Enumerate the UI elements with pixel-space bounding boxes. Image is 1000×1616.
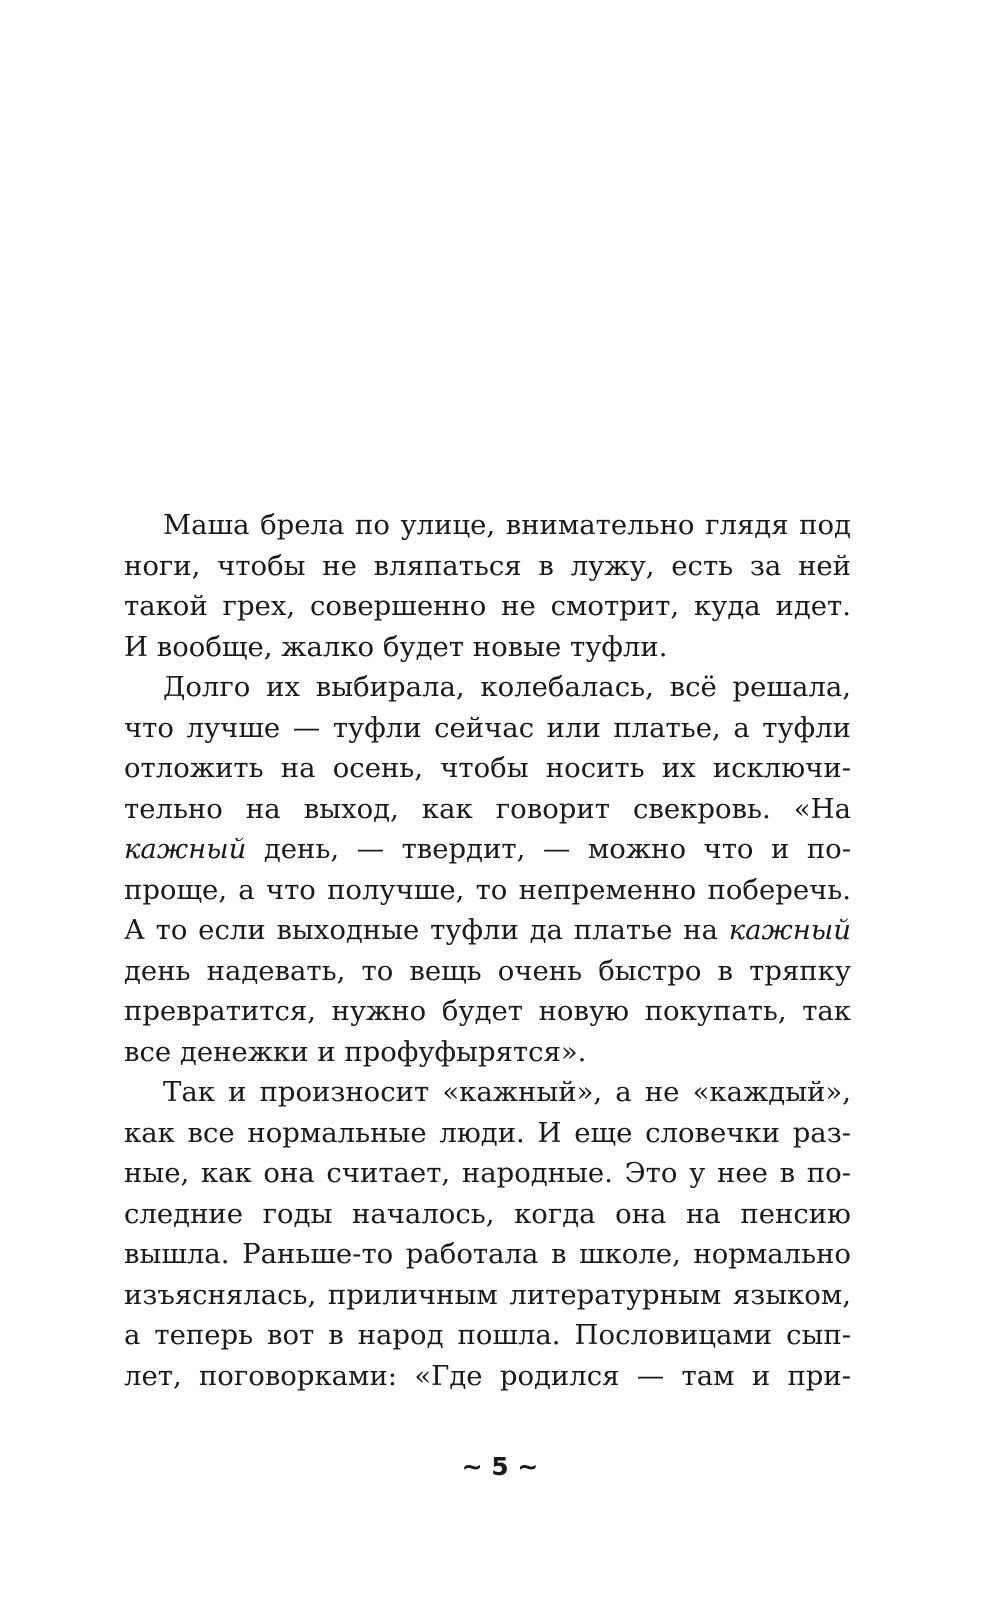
text-line: тельно на выход, как говорит свекровь. «На [124,792,851,825]
text-line: такой грех, совершенно не смотрит, куда идет. [124,590,851,622]
text-line: а теперь вот в народ пошла. Пословицами сып- [124,1319,851,1351]
text-line: все денежки и профуфырятся». [124,1035,587,1068]
text-line: ные, как она считает, народные. Это у нее в по- [124,1157,851,1189]
text-line: кажный день, — твердит, — можно что и по- [124,833,851,865]
text-line: изъяснялась, приличным литературным языком, [124,1278,851,1311]
text-line: проще, а что получше, то непременно поберечь. [124,873,851,906]
text-line: следние годы началось, когда она на пенсию [124,1197,851,1230]
text-line: лет, поговорками: «Где родился — там и при- [124,1359,851,1392]
text-line: Маша брела по улице, внимательно глядя под [163,509,851,541]
text-line: А то если выходные туфли да платье на кажный [124,914,851,946]
text-line: день надевать, то вещь очень быстро в тряпку [124,954,851,987]
italic-word: кажный [124,833,247,865]
text-line: ноги, чтобы не вляпаться в лужу, есть за ней [124,549,851,582]
text-line: отложить на осень, чтобы носить их исключи- [124,752,851,784]
text-line: Долго их выбирала, колебалась, всё решала, [163,671,851,703]
text-line: вышла. Раньше-то работала в школе, нормально [124,1238,851,1270]
text-line: что лучше — туфли сейчас или платье, а туфли [124,711,851,744]
text-line: И вообще, жалко будет новые туфли. [124,630,668,663]
text-line: как все нормальные люди. И еще словечки раз- [124,1116,851,1149]
page-number: ~ 5 ~ [461,1452,539,1481]
body-text [124,505,851,1396]
text-line: превратится, нужно будет новую покупать, так [124,995,851,1027]
text-line: Так и произносит «кажный», а не «каждый», [163,1076,851,1108]
italic-word: кажный [728,914,851,946]
